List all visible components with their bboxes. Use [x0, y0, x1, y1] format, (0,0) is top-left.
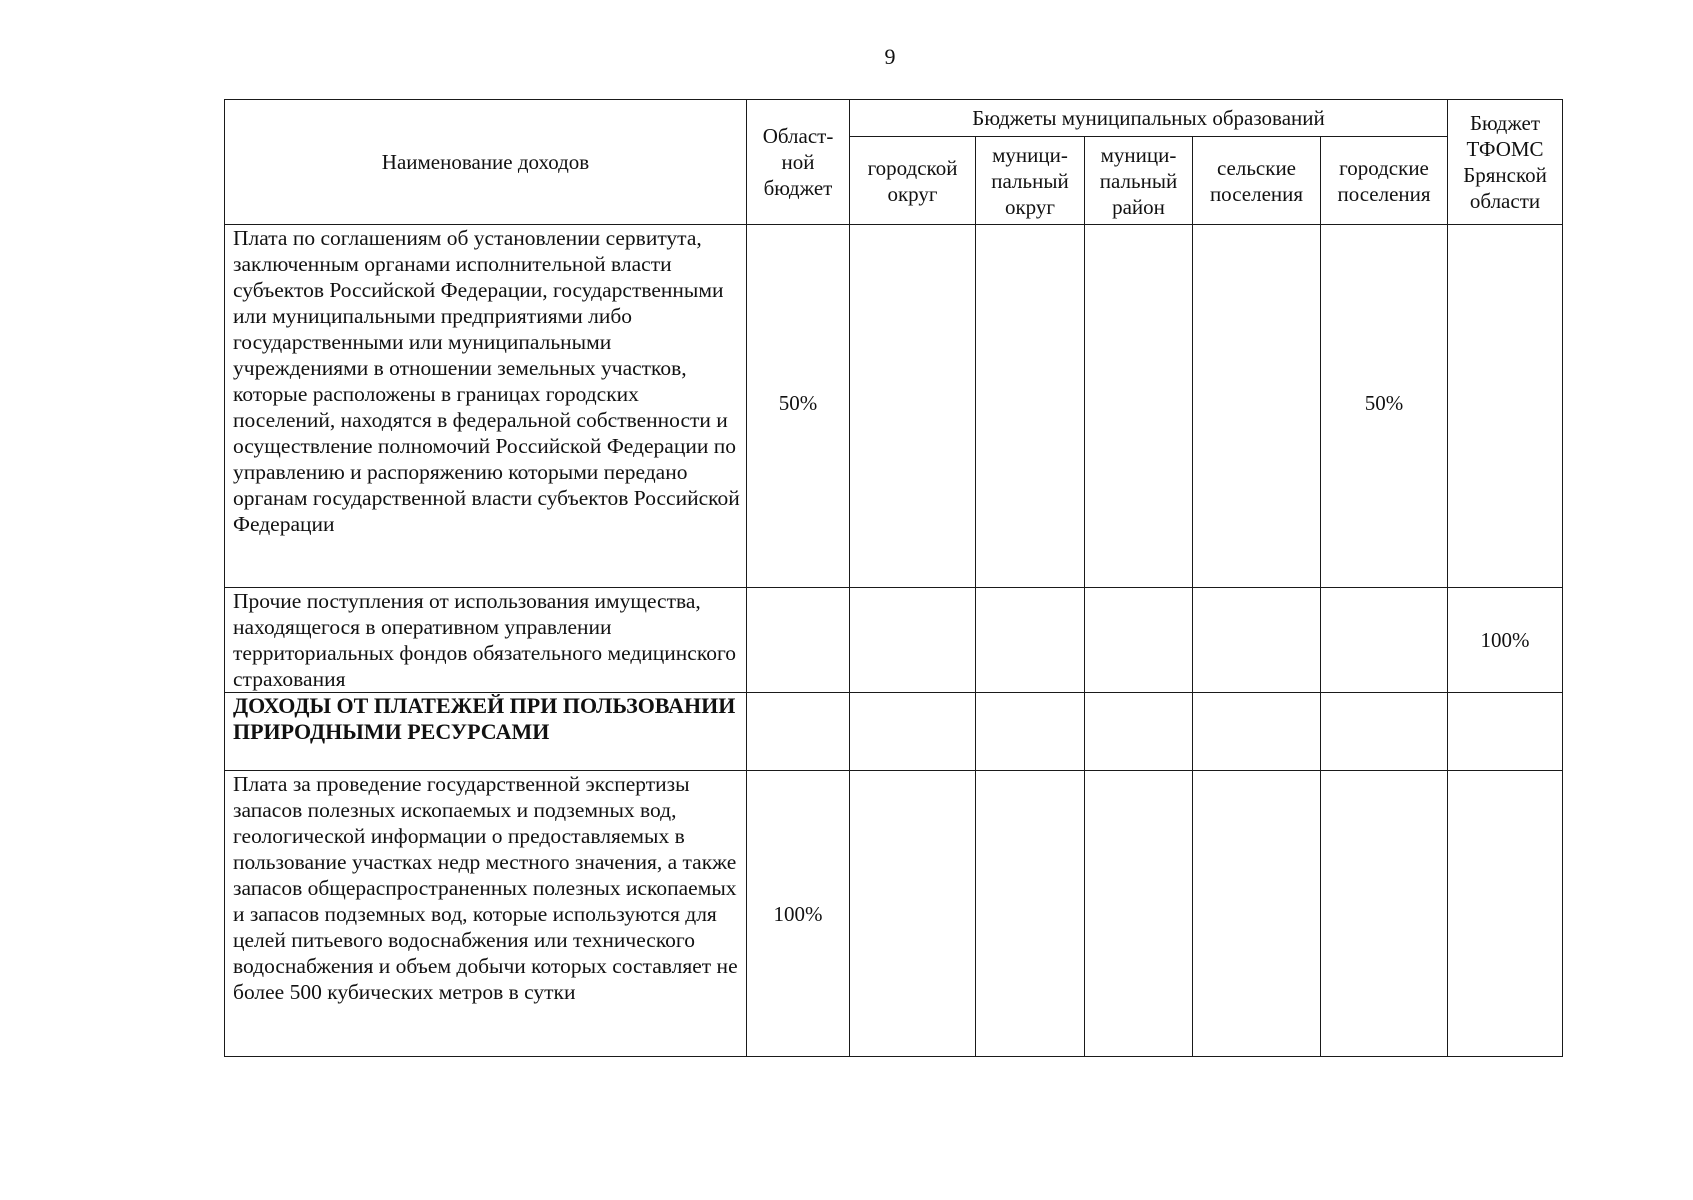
- table-row-section-heading: [225, 693, 1563, 771]
- header-urban-settlements: [1321, 137, 1448, 225]
- section-heading-cell: ДОХОДЫ ОТ ПЛАТЕЖЕЙ ПРИ ПОЛЬЗОВАНИИ ПРИРОДНЫМИ РЕСУРСАМИ: [225, 693, 747, 771]
- header-municipal-okrug-text: муници- пальный округ: [991, 142, 1069, 219]
- header-municipal-budgets: [850, 100, 1448, 137]
- header-tfoms-budget: [1448, 100, 1563, 225]
- regional-value-cell: [747, 588, 850, 693]
- urban-settlements-value-cell: [1321, 693, 1448, 771]
- city-district-value-cell: [850, 771, 976, 1057]
- municipal-okrug-value-cell: [976, 693, 1085, 771]
- regional-value-cell: 100%: [747, 771, 850, 1057]
- income-name-cell: Прочие поступления от использования имущества, находящегося в оперативном управлении территориальных фондов обязательного медицинского страхования: [225, 588, 747, 693]
- rural-settlements-value-cell: [1193, 225, 1321, 588]
- city-district-value-cell: [850, 588, 976, 693]
- municipal-rayon-value-cell: [1085, 771, 1193, 1057]
- header-city-district-text: городской округ: [867, 155, 958, 206]
- urban-settlements-value-cell: [1321, 771, 1448, 1057]
- city-district-value-cell: [850, 693, 976, 771]
- tfoms-value-cell: [1448, 771, 1563, 1057]
- header-municipal-budgets-text: Бюджеты муниципальных образований: [972, 106, 1325, 130]
- header-municipal-okrug: [976, 137, 1085, 225]
- revenue-distribution-table: [224, 99, 1563, 1057]
- header-regional-budget-text: Област- ной бюджет: [762, 124, 834, 200]
- tfoms-value-cell: [1448, 693, 1563, 771]
- table-row: [225, 588, 1563, 693]
- header-income-name: [225, 100, 747, 225]
- rural-settlements-value-cell: [1193, 693, 1321, 771]
- municipal-okrug-value-cell: [976, 771, 1085, 1057]
- header-urban-settlements-text: городские поселения: [1337, 155, 1431, 206]
- municipal-rayon-value-cell: [1085, 693, 1193, 771]
- table-row: [225, 771, 1563, 1057]
- page-number: 9: [884, 44, 896, 69]
- table-row: [225, 225, 1563, 588]
- municipal-rayon-value-cell: [1085, 225, 1193, 588]
- income-name-cell: Плата по соглашениям об установлении сервитута, заключенным органами исполнительной власти субъектов Российской Федерации, государственными или муниципальными предприятиями либо государственными или муниципальными учреждениями в отношении земельных участков, которые расположены в границах городских поселений, находятся в федеральной собственности и осуществление полномочий Российской Федерации по управлению и распоряжению которыми передано органам государственной власти субъектов Российской Федерации: [225, 225, 747, 588]
- header-municipal-rayon: [1085, 137, 1193, 225]
- header-municipal-rayon-text: муници- пальный район: [1099, 142, 1178, 219]
- municipal-okrug-value-cell: [976, 588, 1085, 693]
- header-city-district: [850, 137, 976, 225]
- header-rural-settlements-text: сельские поселения: [1209, 155, 1304, 206]
- tfoms-value-cell: [1448, 225, 1563, 588]
- municipal-rayon-value-cell: [1085, 588, 1193, 693]
- rural-settlements-value-cell: [1193, 588, 1321, 693]
- header-tfoms-budget-text: Бюджет ТФОМС Брянской области: [1463, 111, 1547, 213]
- header-regional-budget: [747, 100, 850, 225]
- regional-value-cell: [747, 693, 850, 771]
- urban-settlements-value-cell: 50%: [1321, 225, 1448, 588]
- municipal-okrug-value-cell: [976, 225, 1085, 588]
- income-name-cell: Плата за проведение государственной экспертизы запасов полезных ископаемых и подземных вод, геологической информации о предоставляемых в пользование участках недр местного значения, а также запасов общераспространенных полезных ископаемых и запасов подземных вод, которые используются для целей питьевого водоснабжения или технического водоснабжения и объем добычи которых составляет не более 500 кубических метров в сутки: [225, 771, 747, 1057]
- rural-settlements-value-cell: [1193, 771, 1321, 1057]
- urban-settlements-value-cell: [1321, 588, 1448, 693]
- header-rural-settlements: [1193, 137, 1321, 225]
- city-district-value-cell: [850, 225, 976, 588]
- header-income-name-text: Наименование доходов: [381, 150, 590, 174]
- regional-value-cell: 50%: [747, 225, 850, 588]
- tfoms-value-cell: 100%: [1448, 588, 1563, 693]
